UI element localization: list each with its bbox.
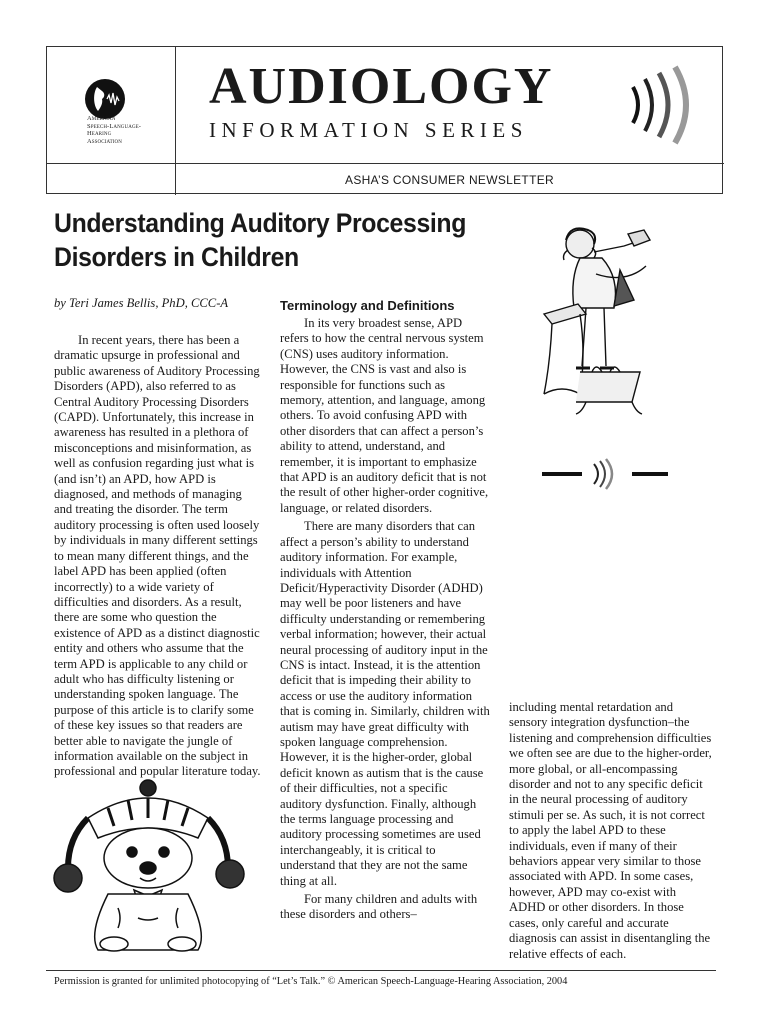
- series-subtitle: INFORMATION SERIES: [209, 118, 528, 142]
- org-line: American: [87, 115, 116, 122]
- section-heading: Terminology and Definitions: [280, 298, 455, 313]
- paragraph: In recent years, there has been a dramatic upsurge in professional and public awareness of Auditory Processing Disorders (APD), also referred to as Central Auditory Processing Disorders (CAPD). Unfortunately, this increase in awareness has resulted in a plethora of misconceptions and misinformation, as well as confusion regarding just what is (and isn’t) an APD, how APD is diagnosed, and methods of managing and treating the disorder. The term auditory processing is often used loosely by individuals in many different settings to mean many different things, and the label APD has been applied (often incorrectly) to a wide variety of difficulties and disorders. As a result, there are some who question the existence of APD as a distinct diagnostic entity and others who assume that the term APD is applicable to any child or adult who has difficulty listening or understanding spoken language. The purpose of this article is to clarify some of these key issues so that readers are better able to navigate the jungle of information available on the subject in professional and popular literature today.: [54, 333, 261, 779]
- org-line: Association: [87, 137, 122, 145]
- byline: by Teri James Bellis, PhD, CCC-A: [54, 296, 229, 310]
- footer-rule: [46, 970, 716, 971]
- paragraph: For many children and adults with these disorders and others–: [280, 892, 478, 922]
- article-column-2: [280, 316, 490, 926]
- headline-line: Disorders in Children: [54, 242, 299, 272]
- newsletter-label: ASHA’S CONSUMER NEWSLETTER: [345, 172, 554, 187]
- paragraph: In its very broadest sense, APD refers to how the central nervous system (CNS) uses auditory information. However, the CNS is vast and also is responsible for functions such as memory, attention, and language, among others. To avoid confusing APD with other disorders that can affect a person’s ability to attend, understand, and remember, it is important to emphasize that APD is an auditory deficit that is not the result of other higher-order cognitive, language, or related disorders.: [280, 316, 489, 515]
- article-headline: [54, 206, 496, 274]
- paragraph: including mental retardation and sensory integration dysfunction–the listening and comprehension difficulties we often see are due to the higher-order, more global, or all-encompassing disorder and not to any specific deficit in the neural processing of auditory stimuli per se. As such, it is not correct to apply the label APD to these individuals, even if many of their behaviors appear very similar to those associated with APD. In some cases, however, APD may co-exist with ADHD or other disorders. In those cases, only careful and accurate diagnosis can assist in disentangling the relative effects of each.: [509, 700, 712, 961]
- series-title: AUDIOLOGY: [209, 58, 554, 115]
- paragraph: There are many disorders that can affect a person’s ability to understand auditory information. For example, individuals with Attention Deficit/Hyperactivity Disorder (ADHD) may well be poor listeners and have difficulty understanding or remembering verbal information; however, their actual neural processing of auditory input in the CNS is intact. Instead, it is the attention deficit that is impeding their ability to access or use the auditory information that is coming in. Similarly, children with autism may have great difficulty with spoken language comprehension. However, it is the higher-order, global deficit known as autism that is the cause of their difficulties, not a specific auditory dysfunction. Finally, although the terms language processing and auditory processing sometimes are used interchangeably, it is critical to understand that they are not the same thing at all.: [280, 519, 490, 888]
- divider-ornament-icon: [540, 458, 670, 490]
- masthead: [46, 46, 723, 194]
- org-line: Speech-Language-: [87, 122, 142, 130]
- dog-with-jester-hat-illustration: [48, 778, 248, 952]
- org-line: Hearing: [87, 130, 112, 137]
- headline-line: Understanding Auditory Processing: [54, 208, 467, 238]
- article-column-1: [54, 333, 262, 780]
- footer-permission-note: Permission is granted for unlimited photocopying of “Let’s Talk.” © American Speech-Language-Hearing Association, 2004: [54, 976, 568, 987]
- girl-at-desk-illustration: [540, 222, 680, 422]
- sound-waves-icon: [623, 65, 713, 145]
- article-column-3: [509, 700, 714, 962]
- organization-name: [87, 115, 175, 145]
